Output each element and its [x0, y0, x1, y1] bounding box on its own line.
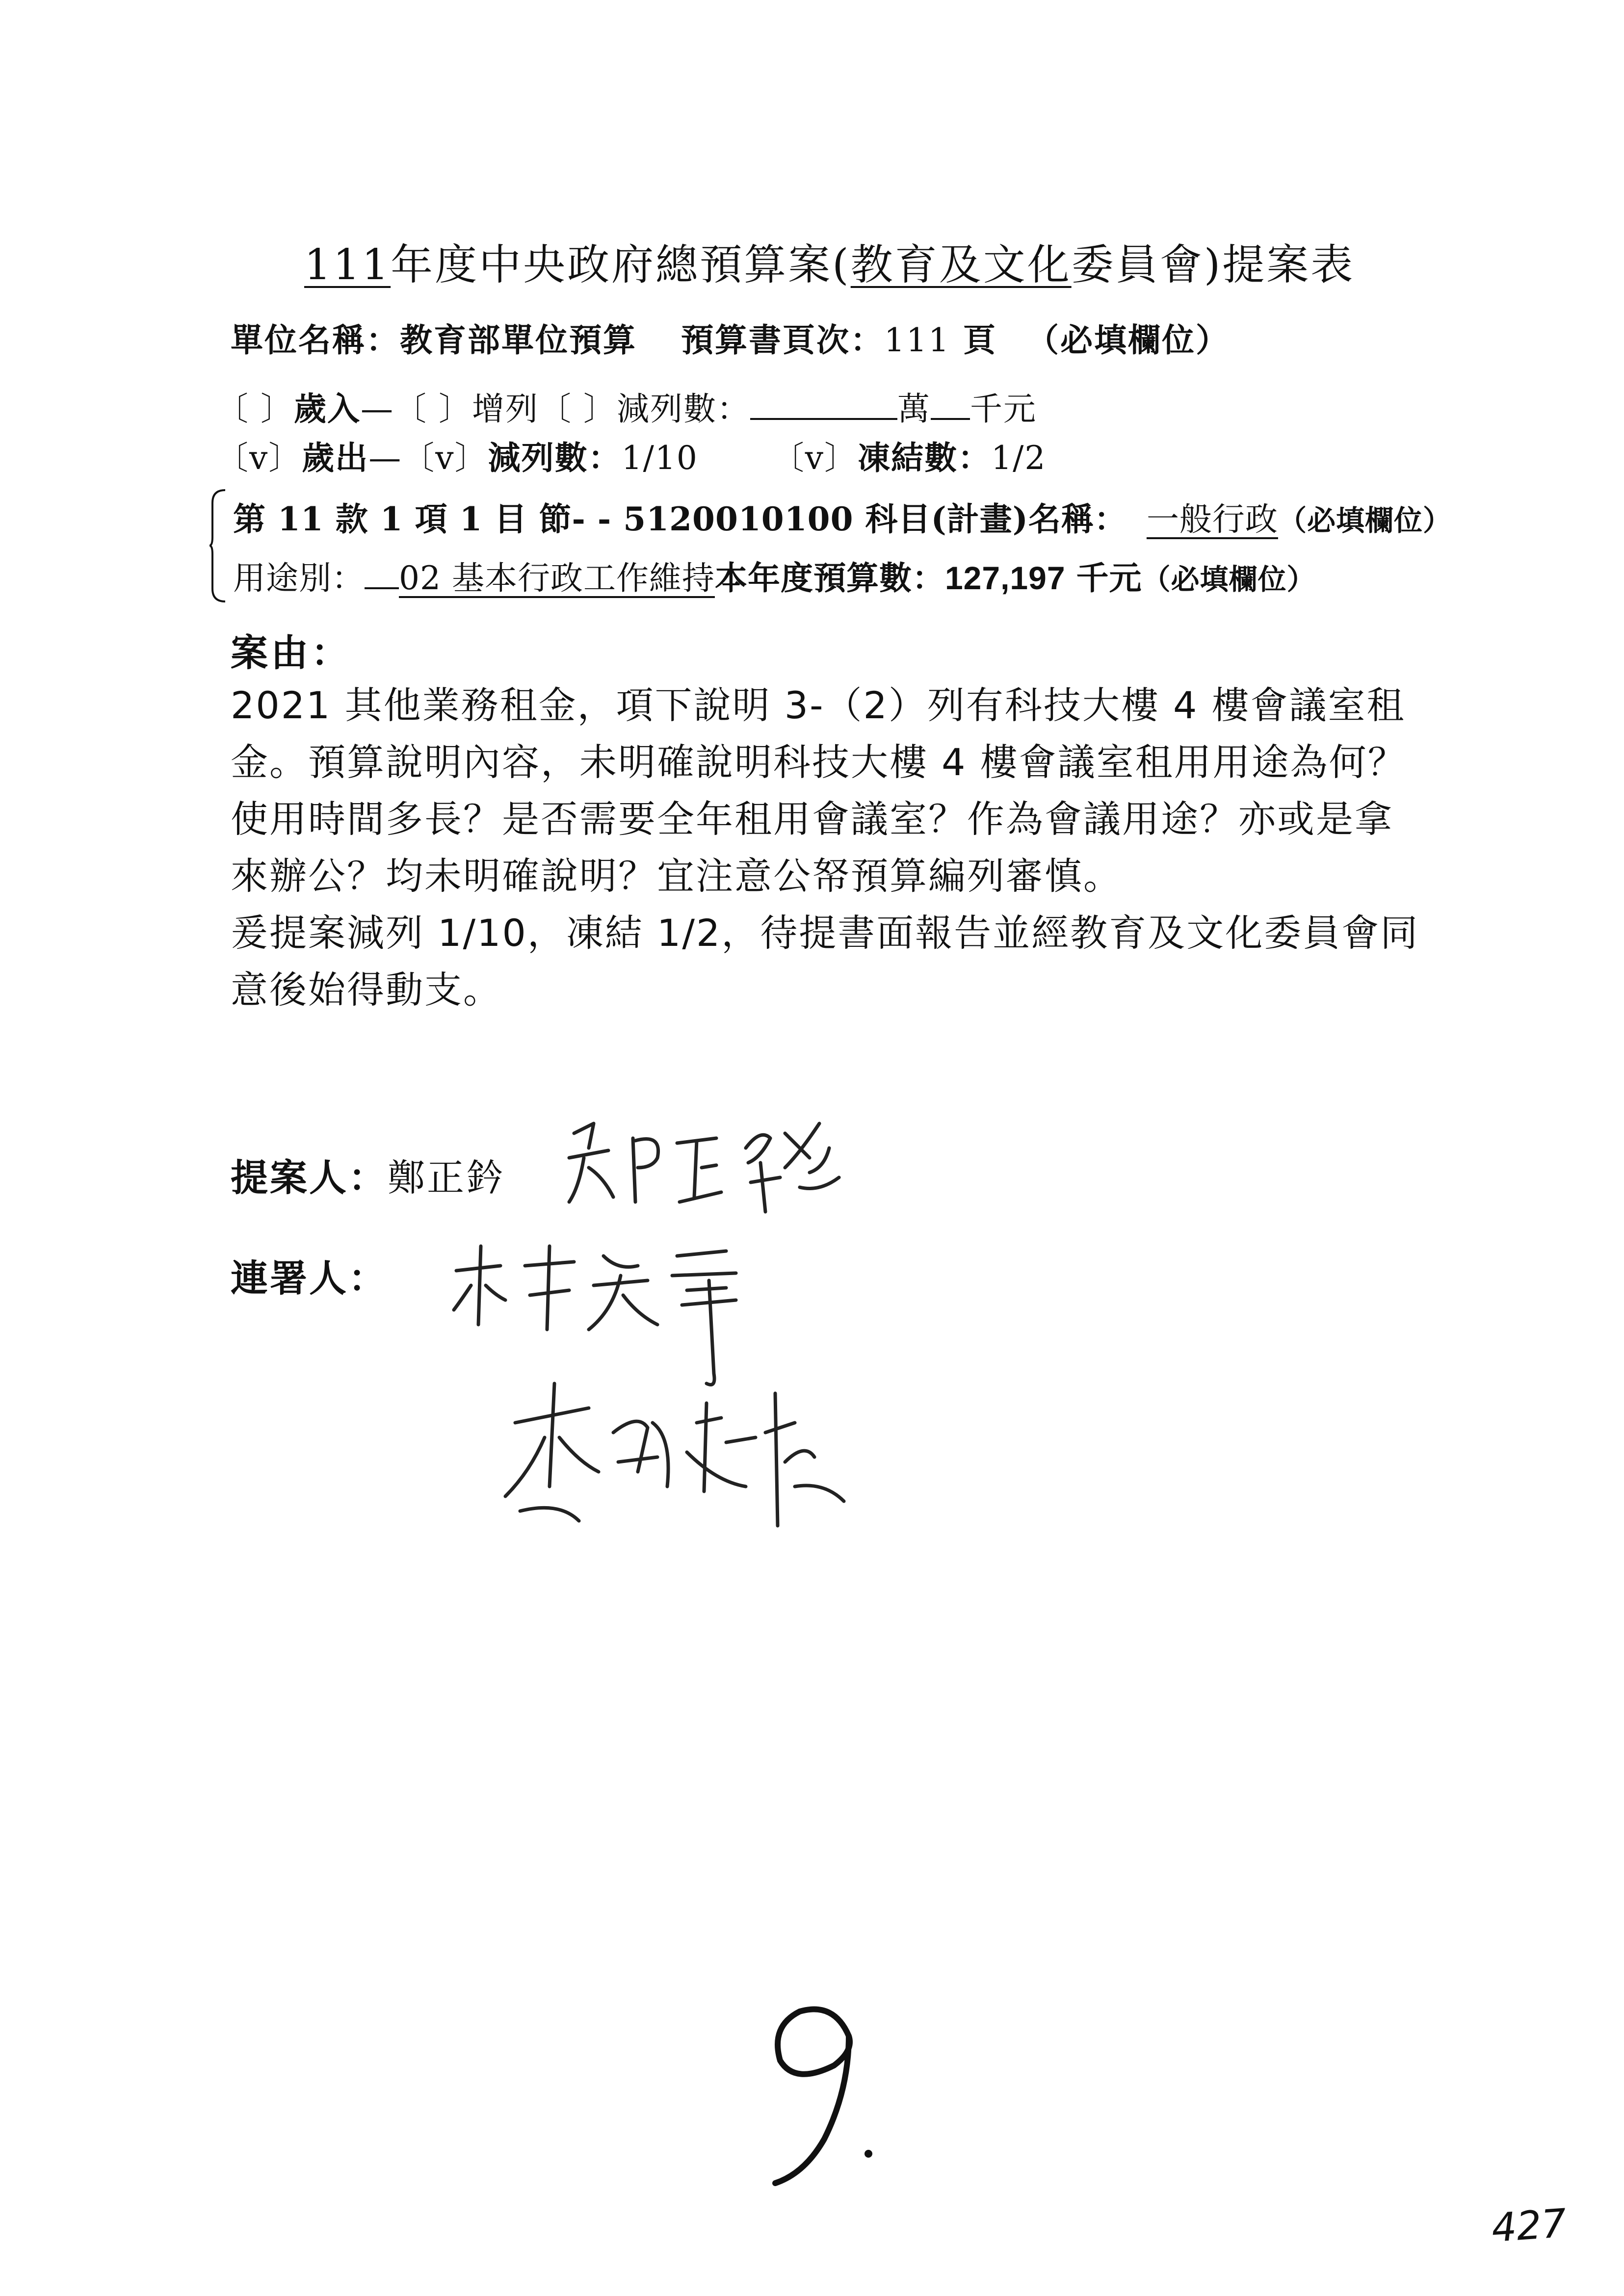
qian-blank: [931, 418, 970, 420]
cut-label: 減列數：: [616, 390, 750, 428]
revenue-label: 歲入: [293, 390, 361, 428]
reason-paragraph-2: 爰提案減列 1/10，凍結 1/2，待提書面報告並經教育及文化委員會同意後始得動支。: [231, 911, 1419, 1012]
page-label: 預算書頁次：: [681, 321, 884, 359]
document-title: [304, 231, 1355, 291]
account-line: [233, 493, 1452, 540]
required-note: （必填欄位）: [1026, 321, 1230, 359]
bracket-icon: [209, 488, 226, 603]
budget-value: 127,197: [944, 560, 1066, 596]
revenue-line: [216, 383, 1037, 429]
exp-cut-checkbox: 〔v〕: [402, 439, 488, 477]
usage-label: 用途別：: [233, 559, 365, 597]
proposer-line: [231, 1148, 505, 1201]
page-number: 427: [1490, 2200, 1568, 2251]
proposer-signature-icon: [554, 1104, 873, 1226]
freeze-label: 凍結數：: [858, 439, 992, 477]
add-checkbox: 〔 〕: [393, 390, 472, 428]
add-label: 增列: [471, 390, 539, 428]
account-text: 第 11 款 1 項 1 目 節- - 5120010100 科目(計畫)名稱：: [233, 500, 1127, 538]
revenue-dash: —: [360, 390, 394, 428]
account-name: 一般行政: [1146, 500, 1278, 538]
qian-label: 千元: [969, 390, 1037, 428]
unit-line: [231, 314, 1230, 361]
budget-label: 本年度預算數：: [714, 559, 945, 597]
page-unit: 頁: [963, 321, 997, 359]
usage-required: （必填欄位）: [1142, 563, 1316, 596]
usage-value: 02 基本行政工作維持: [399, 559, 715, 597]
reason-paragraph-1: 2021 其他業務租金，項下說明 3-（2）列有科技大樓 4 樓會議室租金。預算說明內容，未明確說明科技大樓 4 樓會議室租用用途為何？使用時間多長？是否需要全年租用會議室？作為會議用途？亦或是拿來辦公？均未明確說明？宜注意公帑預算編列審慎。: [231, 683, 1407, 898]
proposer-name: 鄭正鈐: [388, 1156, 505, 1200]
reason-heading: 案由：: [231, 631, 351, 675]
title-year: 111: [304, 240, 391, 289]
cut-checkbox: 〔 〕: [538, 390, 617, 428]
title-part2: 委員會)提案表: [1071, 240, 1355, 289]
expenditure-line: [216, 432, 1046, 478]
expenditure-checkbox: 〔v〕: [216, 439, 302, 477]
title-committee: 教育及文化: [850, 240, 1072, 289]
unit-label: 單位名稱：: [231, 321, 400, 359]
page-number-field: 111: [884, 321, 950, 359]
revenue-checkbox: 〔 〕: [216, 390, 294, 428]
freeze-checkbox: 〔v〕: [771, 439, 858, 477]
wan-blank: [750, 418, 897, 420]
exp-cut-value: 1/10: [621, 439, 698, 477]
expenditure-label: 歲出: [302, 439, 369, 477]
proposer-label: 提案人：: [231, 1156, 388, 1200]
account-required: （必填欄位）: [1278, 504, 1452, 537]
title-part1: 年度中央政府總預算案(: [391, 240, 851, 289]
usage-line: [233, 552, 1316, 599]
handwritten-number-icon: [751, 1992, 888, 2198]
cosigner-label: 連署人：: [231, 1256, 388, 1300]
reason-body: [231, 677, 1428, 1018]
unit-name: 教育部單位預算: [400, 321, 637, 359]
wan-label: 萬: [897, 390, 931, 428]
budget-unit: 千元: [1076, 559, 1142, 597]
expenditure-dash: —: [368, 439, 402, 477]
exp-cut-label: 減列數：: [488, 439, 622, 477]
freeze-value: 1/2: [991, 439, 1047, 477]
cosigner-signature-2-icon: [491, 1364, 893, 1570]
